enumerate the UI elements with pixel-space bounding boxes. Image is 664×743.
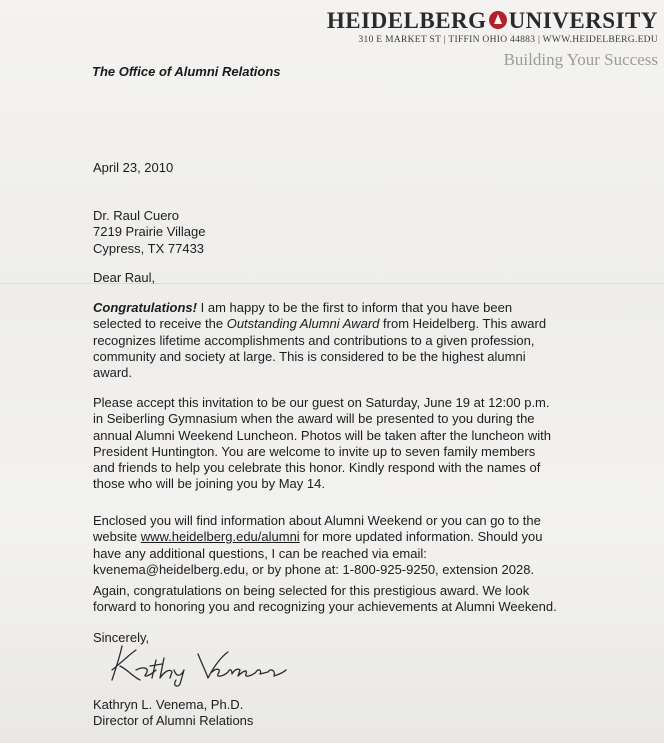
recipient-street: 7219 Prairie Village xyxy=(93,224,206,240)
signature-block xyxy=(93,697,253,730)
university-name-right: UNIVERSITY xyxy=(508,8,658,33)
closing: Sincerely, xyxy=(93,630,150,645)
recipient-city: Cypress, TX 77433 xyxy=(93,240,205,256)
p2-line: those who will be joining you by May 14. xyxy=(93,476,325,492)
p2-line: and friends to help you celebrate this honor. Kindly respond with the names of xyxy=(93,460,541,476)
p3-line-1: Enclosed you will find information about Alumni Weekend or you can go to the xyxy=(93,513,541,528)
p3-line-3: have any additional questions, I can be reached via email: xyxy=(93,545,427,561)
p1-line-2b: from Heidelberg. This award xyxy=(379,316,547,332)
letter-date: April 23, 2010 xyxy=(93,160,174,175)
p1-line-4: community and society at large. This is considered to be the highest alumni xyxy=(93,348,526,364)
university-seal-icon xyxy=(489,11,507,29)
p3-line-2a: website xyxy=(93,529,141,545)
p3-line-2b: for more updated information. Should you xyxy=(299,529,543,545)
p1-line-5: award. xyxy=(93,365,133,381)
p1-line-3: recognizes lifetime accomplishments and contributions to a given profession, xyxy=(93,332,535,348)
p2-line: President Huntington. You are welcome to invite up to seven family members xyxy=(93,443,536,459)
alumni-website-link[interactable]: www.heidelberg.edu/alumni xyxy=(140,529,300,545)
salutation: Dear Raul, xyxy=(93,270,156,285)
congratulations-lead: Congratulations! xyxy=(93,300,197,315)
p2-line: in Seiberling Gymnasium when the award will be presented to you during the xyxy=(93,411,535,427)
university-name xyxy=(327,8,658,34)
university-name-left: HEIDELBERG xyxy=(326,8,487,33)
p3-line-4: kvenema@heidelberg.edu, or by phone at: 1-800-925-9250, extension 2028. xyxy=(93,561,535,577)
paragraph-invitation xyxy=(93,395,551,493)
p4-line: Again, congratulations on being selected for this prestigious award. We look xyxy=(93,583,530,598)
letterhead-address: 310 E MARKET ST | TIFFIN OHIO 44883 | WWW.HEIDELBERG.EDU xyxy=(358,35,658,45)
signer-name: Kathryn L. Venema, Ph.D. xyxy=(93,697,244,712)
recipient-name: Dr. Raul Cuero xyxy=(93,208,179,223)
paragraph-congratulations xyxy=(93,300,546,381)
p2-line: Please accept this invitation to be our guest on Saturday, June 19 at 12:00 p.m. xyxy=(93,395,550,410)
award-name: Outstanding Alumni Award xyxy=(226,316,380,332)
letterhead xyxy=(327,8,658,70)
handwritten-signature xyxy=(100,640,290,688)
recipient-address xyxy=(93,208,206,257)
p1-line-1: I am happy to be the first to inform that you have been xyxy=(197,300,513,315)
signer-title: Director of Alumni Relations xyxy=(93,713,254,729)
paragraph-information xyxy=(93,513,543,578)
letterhead-tagline: Building Your Success xyxy=(503,50,658,69)
paragraph-closing xyxy=(93,583,557,616)
office-title: The Office of Alumni Relations xyxy=(92,64,281,79)
p4-line: forward to honoring you and recognizing your achievements at Alumni Weekend. xyxy=(93,599,557,615)
p2-line: annual Alumni Weekend Luncheon. Photos will be taken after the luncheon with xyxy=(93,427,551,443)
p1-line-2a: selected to receive the xyxy=(93,316,227,332)
